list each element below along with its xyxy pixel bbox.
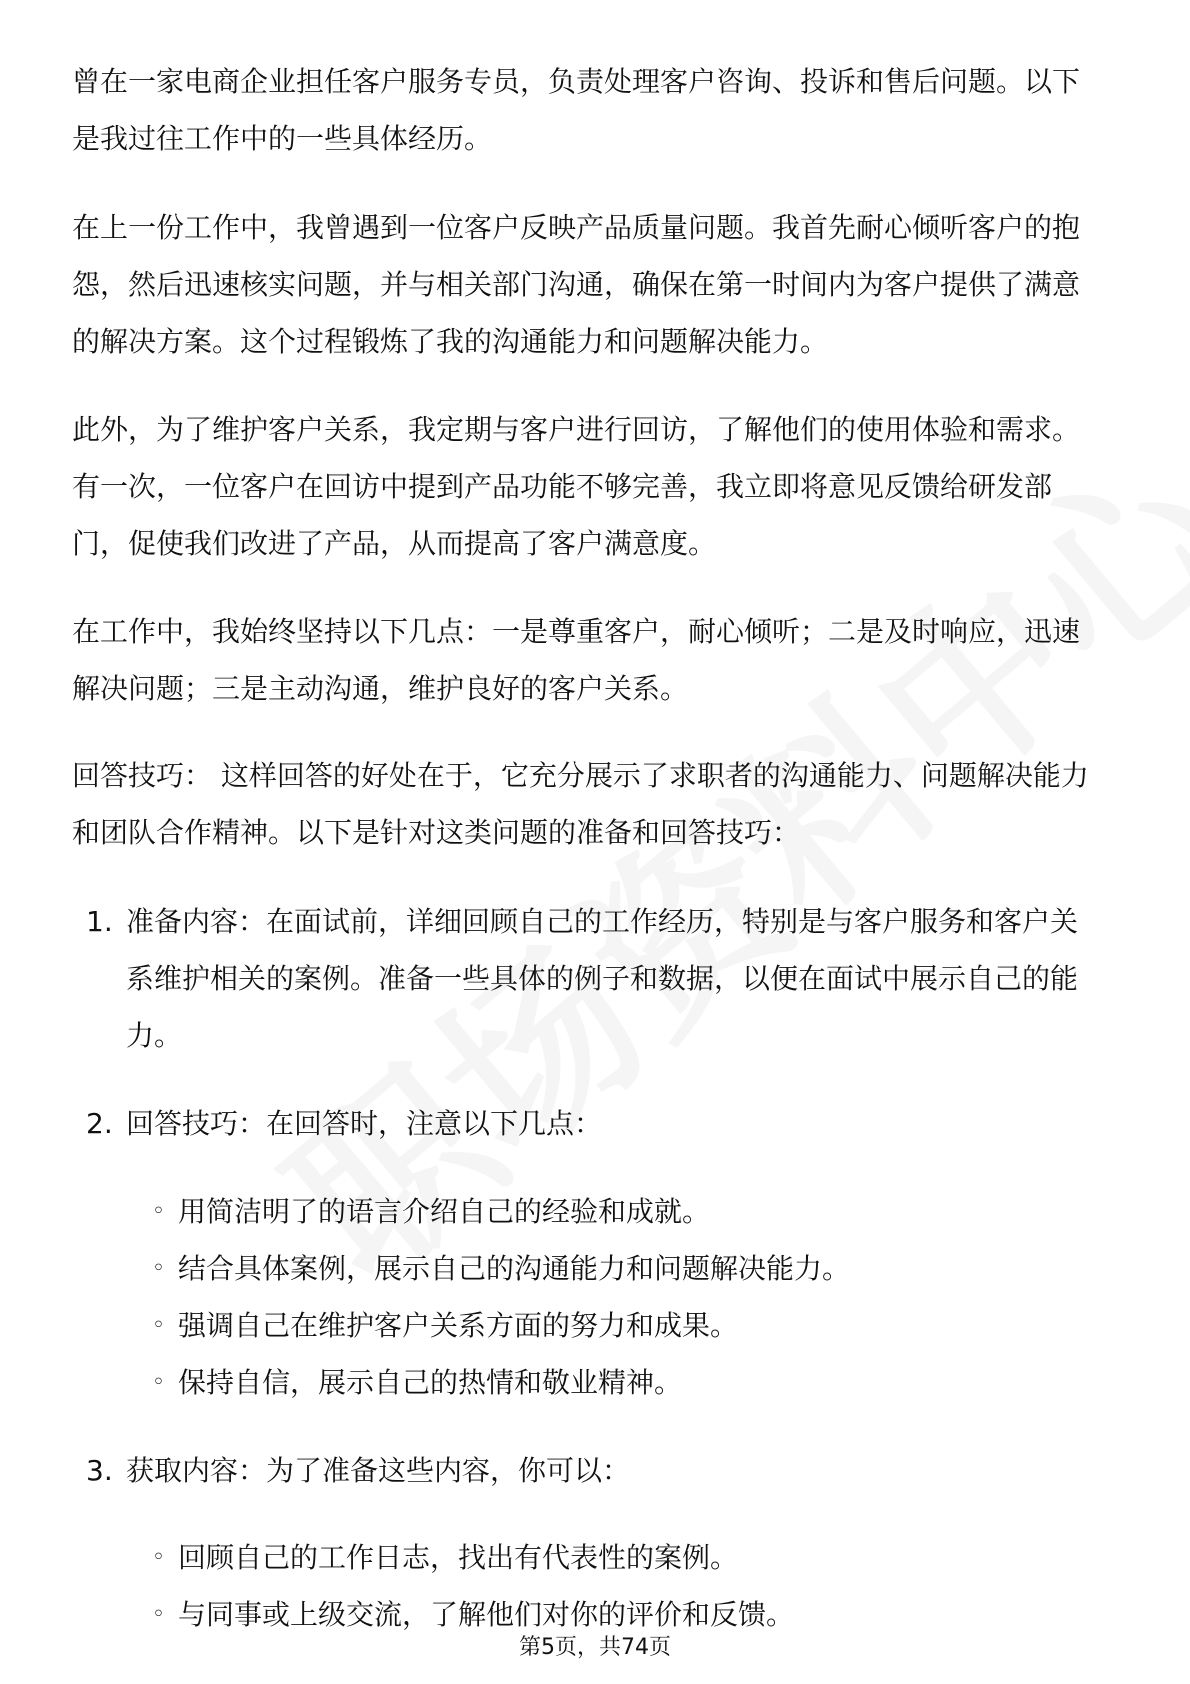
text-line: 回答技巧： 这样回答的好处在于，它充分展示了求职者的沟通能力、问题解决能力 bbox=[72, 759, 1089, 792]
bullet-item: 回顾自己的工作日志，找出有代表性的案例。 bbox=[178, 1541, 739, 1574]
text-line: 系维护相关的案例。准备一些具体的例子和数据，以便在面试中展示自己的能 bbox=[126, 962, 1079, 995]
bullet-icon: ◦ bbox=[152, 1199, 165, 1224]
list-item-2: 回答技巧：在回答时，注意以下几点： bbox=[126, 1107, 603, 1140]
bullet-item: 保持自信，展示自己的热情和敬业精神。 bbox=[178, 1366, 683, 1399]
list-number: 3. bbox=[86, 1454, 113, 1487]
text-line: 此外，为了维护客户关系，我定期与客户进行回访，了解他们的使用体验和需求。 bbox=[72, 413, 1081, 446]
text-line: 解决问题；三是主动沟通，维护良好的客户关系。 bbox=[72, 672, 689, 705]
text-line: 在上一份工作中，我曾遇到一位客户反映产品质量问题。我首先耐心倾听客户的抱 bbox=[72, 211, 1081, 244]
list-item-3: 获取内容：为了准备这些内容，你可以： bbox=[126, 1454, 631, 1487]
text-line: 在工作中，我始终坚持以下几点：一是尊重客户，耐心倾听；二是及时响应，迅速 bbox=[72, 615, 1081, 648]
text-line: 曾在一家电商企业担任客户服务专员，负责处理客户咨询、投诉和售后问题。以下 bbox=[72, 65, 1081, 98]
text-line: 力。 bbox=[126, 1019, 183, 1052]
paragraph-2 bbox=[72, 199, 1080, 370]
bullet-icon: ◦ bbox=[152, 1313, 165, 1338]
bullet-icon: ◦ bbox=[152, 1256, 165, 1281]
page-number: 第5页，共74页 bbox=[519, 1635, 671, 1660]
list-item-1 bbox=[126, 893, 1078, 1064]
text-line: 有一次，一位客户在回访中提到产品功能不够完善，我立即将意见反馈给研发部 bbox=[72, 470, 1053, 503]
bullet-item: 强调自己在维护客户关系方面的努力和成果。 bbox=[178, 1309, 739, 1342]
paragraph-1 bbox=[72, 53, 1080, 167]
paragraph-4 bbox=[72, 603, 1080, 717]
bullet-item: 用简洁明了的语言介绍自己的经验和成就。 bbox=[178, 1195, 711, 1228]
text-line: 和团队合作精神。以下是针对这类问题的准备和回答技巧： bbox=[72, 816, 801, 849]
bullet-item: 结合具体案例，展示自己的沟通能力和问题解决能力。 bbox=[178, 1252, 851, 1285]
bullet-icon: ◦ bbox=[152, 1370, 165, 1395]
text-line: 门，促使我们改进了产品，从而提高了客户满意度。 bbox=[72, 527, 717, 560]
bullet-icon: ◦ bbox=[152, 1545, 165, 1570]
list-number: 2. bbox=[86, 1107, 113, 1140]
bullet-item: 与同事或上级交流，了解他们对你的评价和反馈。 bbox=[178, 1598, 795, 1631]
text-line: 是我过往工作中的一些具体经历。 bbox=[72, 122, 493, 155]
text-line: 怨，然后迅速核实问题，并与相关部门沟通，确保在第一时间内为客户提供了满意 bbox=[72, 268, 1081, 301]
bullet-icon: ◦ bbox=[152, 1602, 165, 1627]
paragraph-3 bbox=[72, 401, 1080, 572]
list-number: 1. bbox=[86, 905, 113, 938]
text-line: 准备内容：在面试前，详细回顾自己的工作经历，特别是与客户服务和客户关 bbox=[126, 905, 1079, 938]
paragraph-5 bbox=[72, 747, 1089, 861]
text-line: 的解决方案。这个过程锻炼了我的沟通能力和问题解决能力。 bbox=[72, 325, 829, 358]
